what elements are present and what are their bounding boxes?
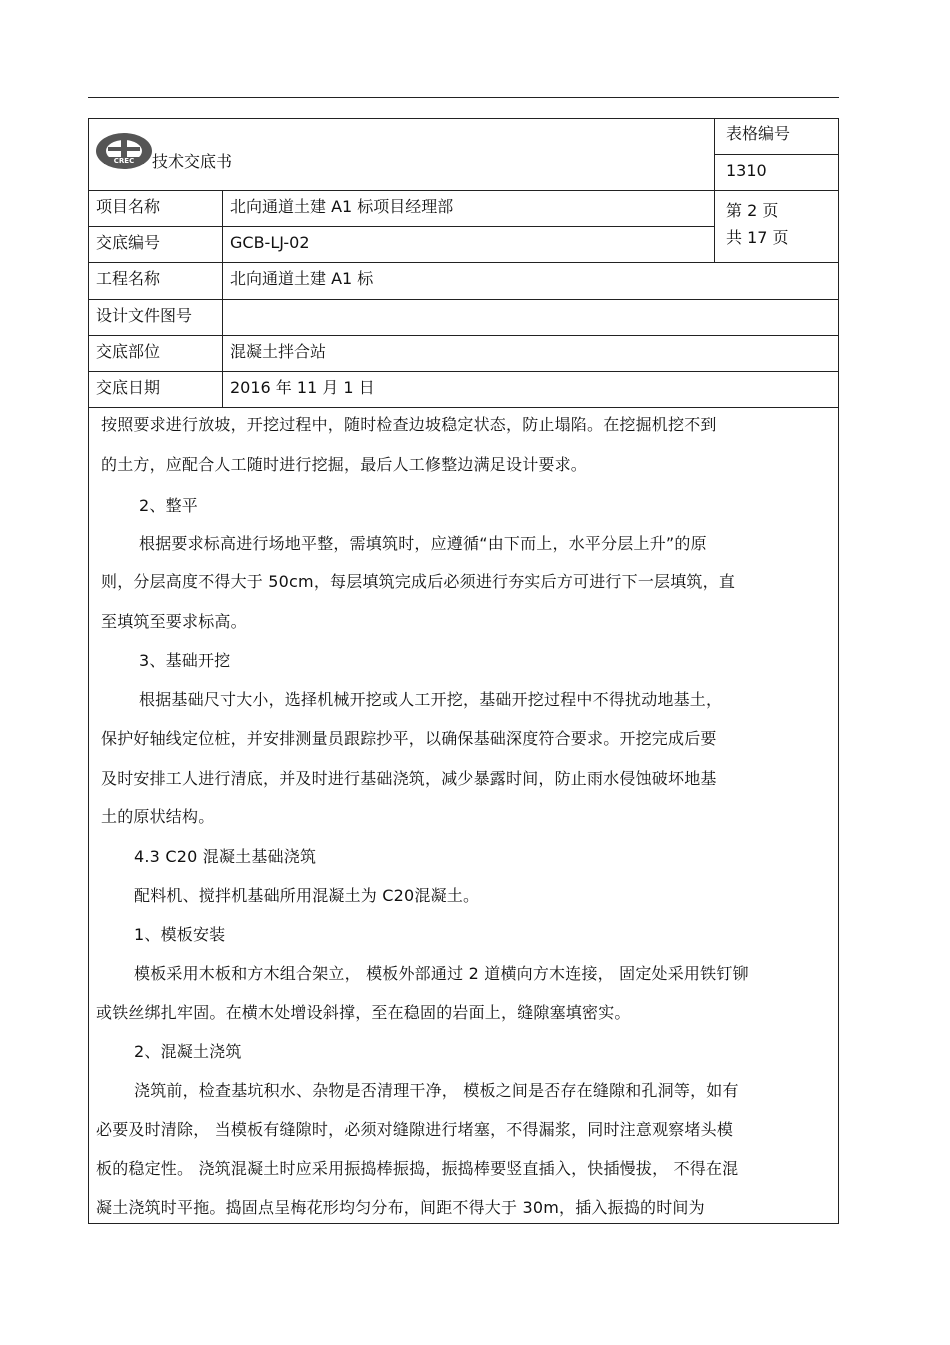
section-heading: 3、基础开挖: [139, 651, 231, 670]
row-divider: [88, 226, 714, 227]
top-rule: [88, 97, 839, 98]
disclosure-date-value: 2016 年 11 月 1 日: [230, 378, 375, 397]
row-divider: [88, 299, 839, 300]
body-line: 土的原状结构。: [101, 807, 215, 826]
section-heading: 2、整平: [139, 496, 198, 515]
section-heading: 4.3 C20 混凝土基础浇筑: [134, 847, 317, 866]
design-document-label: 设计文件图号: [96, 306, 193, 325]
row-divider: [88, 371, 839, 372]
company-logo-icon: [94, 130, 154, 172]
body-line: 保护好轴线定位桩，并安排测量员跟踪抄平，以确保基础深度符合要求。开挖完成后要: [101, 729, 717, 748]
row-divider: [88, 407, 839, 408]
project-name-value: 北向通道土建 A1 标项目经理部: [230, 197, 454, 216]
col-divider: [714, 118, 715, 262]
body-line: 板的稳定性。 浇筑混凝土时应采用振捣棒振捣，振捣棒要竖直插入，快插慢拔， 不得在混: [96, 1159, 739, 1178]
section-heading: 1、模板安装: [134, 925, 226, 944]
row-divider: [88, 190, 839, 191]
body-line: 必要及时清除， 当模板有缝隙时，必须对缝隙进行堵塞，不得漏浆，同时注意观察堵头模: [96, 1120, 734, 1139]
form-number-label: 表格编号: [726, 124, 791, 143]
row-divider: [88, 262, 839, 263]
section-heading: 2、混凝土浇筑: [134, 1042, 242, 1061]
form-number-value: 1310: [726, 161, 767, 180]
body-line: 根据基础尺寸大小，选择机械开挖或人工开挖，基础开挖过程中不得扰动地基土，: [139, 690, 723, 709]
body-line: 或铁丝绑扎牢固。在横木处增设斜撑，至在稳固的岩面上，缝隙塞填密实。: [96, 1003, 631, 1022]
body-line: 及时安排工人进行清底，并及时进行基础浇筑，减少暴露时间，防止雨水侵蚀破坏地基: [101, 769, 717, 788]
row-divider: [714, 154, 839, 155]
body-line: 配料机、搅拌机基础所用混凝土为 C20混凝土。: [134, 886, 480, 905]
disclosure-part-label: 交底部位: [96, 342, 161, 361]
body-line: 则，分层高度不得大于 50cm，每层填筑完成后必须进行夯实后方可进行下一层填筑，直: [101, 572, 736, 591]
body-line: 按照要求进行放坡，开挖过程中，随时检查边坡稳定状态，防止塌陷。在挖掘机挖不到: [101, 415, 717, 434]
document-title: 技术交底书: [152, 152, 233, 171]
body-line: 至填筑至要求标高。: [101, 612, 247, 631]
work-name-value: 北向通道土建 A1 标: [230, 269, 374, 288]
body-line: 根据要求标高进行场地平整，需填筑时，应遵循“由下而上，水平分层上升”的原: [139, 534, 707, 553]
row-divider: [88, 335, 839, 336]
body-line: 浇筑前，检查基坑积水、杂物是否清理干净， 模板之间是否存在缝隙和孔洞等，如有: [134, 1081, 739, 1100]
body-line: 模板采用木板和方木组合架立， 模板外部通过 2 道横向方木连接， 固定处采用铁钉铆: [134, 964, 749, 983]
col-divider: [222, 190, 223, 407]
disclosure-number-label: 交底编号: [96, 233, 161, 252]
body-line: 凝土浇筑时平拖。捣固点呈梅花形均匀分布，间距不得大于 30m，插入振捣的时间为: [96, 1198, 705, 1217]
project-name-label: 项目名称: [96, 197, 161, 216]
svg-text:CREC: CREC: [113, 157, 135, 165]
body-line: 的土方，应配合人工随时进行挖掘，最后人工修整边满足设计要求。: [101, 455, 588, 474]
disclosure-number-value: GCB-LJ-02: [230, 233, 310, 252]
disclosure-part-value: 混凝土拌合站: [230, 342, 327, 361]
work-name-label: 工程名称: [96, 269, 161, 288]
page-total: 共 17 页: [726, 228, 789, 247]
disclosure-date-label: 交底日期: [96, 378, 161, 397]
page-current: 第 2 页: [726, 201, 779, 220]
